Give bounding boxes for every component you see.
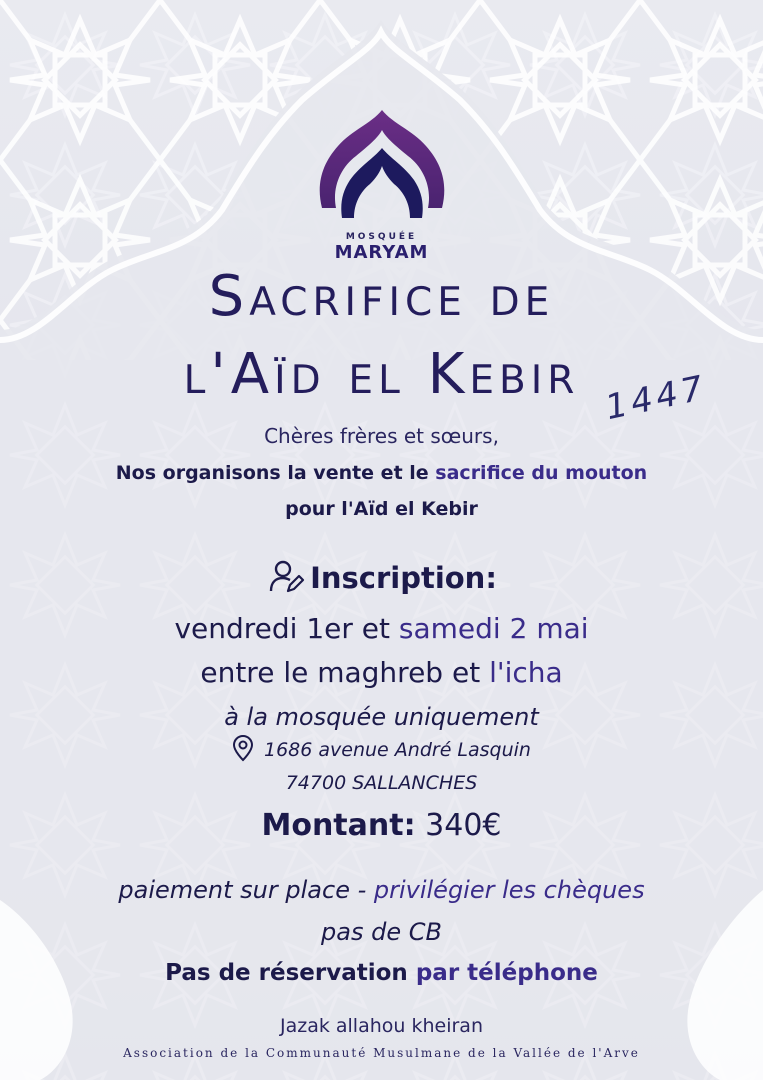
title-year: 1447 [601, 367, 711, 429]
intro-line1 [0, 462, 763, 484]
map-pin-icon [232, 734, 254, 762]
dates-part2: samedi 2 mai [398, 612, 589, 645]
inscription-time [0, 656, 763, 689]
intro-line1-part1: Nos organisons la vente et le [115, 462, 436, 484]
footer: Association de la Communauté Musulmane de la Vallée de l'Arve [123, 1046, 640, 1060]
dome-logo-icon [302, 108, 462, 238]
closing: Jazak allahou kheiran [279, 1015, 483, 1037]
notice-part2: par téléphone [415, 960, 598, 986]
inscription-heading [0, 561, 763, 597]
title-line2: l'Aïd el Kebir [183, 342, 580, 407]
payment-line2: pas de CB [321, 918, 442, 946]
inscription-label: Inscription: [310, 561, 497, 595]
notice [0, 960, 763, 986]
price-value: 340€ [425, 808, 502, 843]
address1-text: 1686 avenue André Lasquin [264, 739, 531, 761]
price-label: Montant: [261, 808, 416, 843]
intro-line1-part2: sacrifice du mouton [435, 462, 648, 484]
user-edit-icon [266, 557, 306, 597]
payment-line1 [0, 876, 763, 904]
price [0, 808, 763, 843]
payment-part2: privilégier les chèques [373, 876, 645, 904]
time-part1: entre le maghreb et [200, 656, 490, 689]
logo [0, 108, 763, 263]
inscription-dates [0, 612, 763, 645]
greeting: Chères frères et sœurs, [264, 424, 499, 448]
dates-part1: vendredi 1er et [174, 612, 399, 645]
logo-subtitle: MOSQUÉE [345, 232, 418, 242]
intro-line2: pour l'Aïd el Kebir [285, 498, 478, 520]
notice-part1: Pas de réservation [165, 960, 416, 986]
address-line2: 74700 SALLANCHES [285, 772, 478, 794]
inscription-place: à la mosquée uniquement [224, 703, 539, 731]
title-line1: Sacrifice de [208, 264, 555, 329]
payment-part1: paiement sur place - [118, 876, 374, 904]
time-part2: l'icha [489, 656, 563, 689]
address-line1 [0, 739, 763, 762]
logo-name: MARYAM [334, 242, 429, 263]
